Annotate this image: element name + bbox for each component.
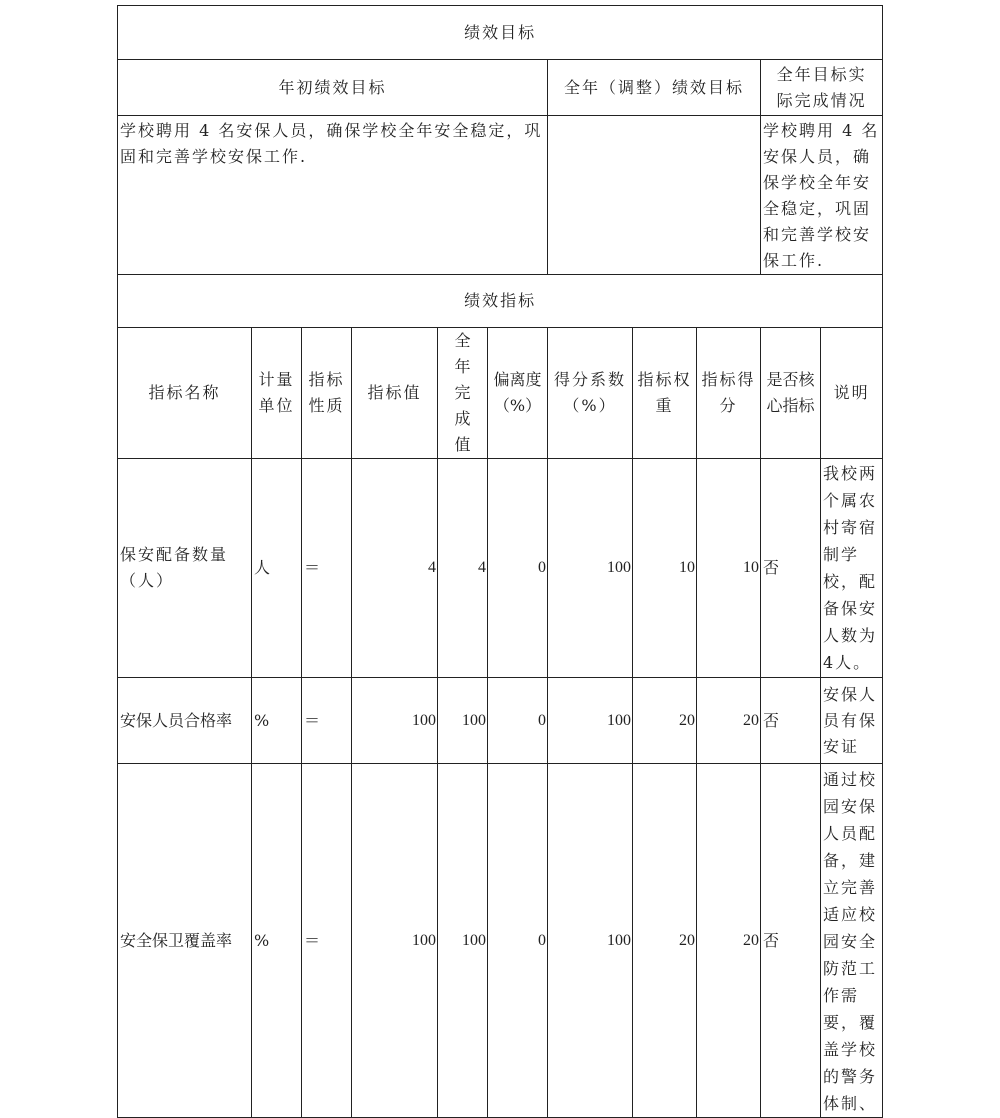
indicator-target: 100 (352, 678, 438, 764)
indicator-note: 安保人员有保安证 (821, 678, 883, 764)
indicator-target: 100 (352, 764, 438, 1118)
indicator-weight: 20 (633, 678, 697, 764)
indicator-unit: 人 (252, 459, 302, 678)
header-initial-goal: 年初绩效目标 (118, 60, 548, 116)
indicator-name: 安全保卫覆盖率 (118, 764, 252, 1118)
indicator-core: 否 (761, 764, 821, 1118)
indicator-coefficient: 100 (548, 764, 633, 1118)
col-header-core: 是否核心指标 (761, 328, 821, 459)
indicator-unit: % (252, 764, 302, 1118)
indicator-deviation: 0 (488, 678, 548, 764)
col-header-nature: 指标性质 (302, 328, 352, 459)
indicator-coefficient: 100 (548, 678, 633, 764)
col-header-name: 指标名称 (118, 328, 252, 459)
col-header-deviation: 偏离度（%） (488, 328, 548, 459)
goal-actual-text: 学校聘用 4 名安保人员，确保学校全年安全稳定，巩固和完善学校安保工作. (761, 116, 883, 275)
indicator-coefficient: 100 (548, 459, 633, 678)
indicator-nature: ＝ (302, 459, 352, 678)
indicator-core: 否 (761, 459, 821, 678)
header-adjusted-goal: 全年（调整）绩效目标 (548, 60, 761, 116)
goal-initial-text: 学校聘用 4 名安保人员，确保学校全年安全稳定，巩固和完善学校安保工作. (118, 116, 548, 275)
col-header-target: 指标值 (352, 328, 438, 459)
indicator-score: 20 (697, 764, 761, 1118)
indicator-actual: 100 (438, 764, 488, 1118)
indicator-weight: 10 (633, 459, 697, 678)
section-row-indicators (118, 275, 883, 328)
goal-header-row (118, 60, 883, 116)
indicator-actual: 4 (438, 459, 488, 678)
indicator-core: 否 (761, 678, 821, 764)
indicator-score: 10 (697, 459, 761, 678)
col-header-unit: 计量单位 (252, 328, 302, 459)
col-header-score: 指标得分 (697, 328, 761, 459)
section-row-goals (118, 6, 883, 60)
goal-content-row (118, 116, 883, 275)
col-header-coefficient: 得分系数（%） (548, 328, 633, 459)
table-row (118, 764, 883, 1118)
header-actual-completion: 全年目标实际完成情况 (761, 60, 883, 116)
indicator-target: 4 (352, 459, 438, 678)
indicator-header-row (118, 328, 883, 459)
table-row (118, 678, 883, 764)
indicator-nature: ＝ (302, 678, 352, 764)
indicator-actual: 100 (438, 678, 488, 764)
indicator-note: 我校两个属农村寄宿制学校，配备保安人数为4人。 (821, 459, 883, 678)
indicator-weight: 20 (633, 764, 697, 1118)
col-header-note: 说明 (821, 328, 883, 459)
section-title-indicators: 绩效指标 (118, 275, 883, 328)
indicator-name: 安保人员合格率 (118, 678, 252, 764)
indicator-deviation: 0 (488, 459, 548, 678)
goal-adjusted-text (548, 116, 761, 275)
indicator-nature: ＝ (302, 764, 352, 1118)
indicator-note: 通过校园安保人员配备，建立完善适应校园安全防范工作需要，覆盖学校的警务体制、 (821, 764, 883, 1118)
col-header-weight: 指标权重 (633, 328, 697, 459)
indicator-name: 保安配备数量（人） (118, 459, 252, 678)
indicator-deviation: 0 (488, 764, 548, 1118)
performance-table (117, 5, 883, 1118)
col-header-actual: 全年完成值 (438, 328, 488, 459)
indicator-unit: % (252, 678, 302, 764)
table-row (118, 459, 883, 678)
indicator-score: 20 (697, 678, 761, 764)
section-title-goals: 绩效目标 (118, 6, 883, 60)
